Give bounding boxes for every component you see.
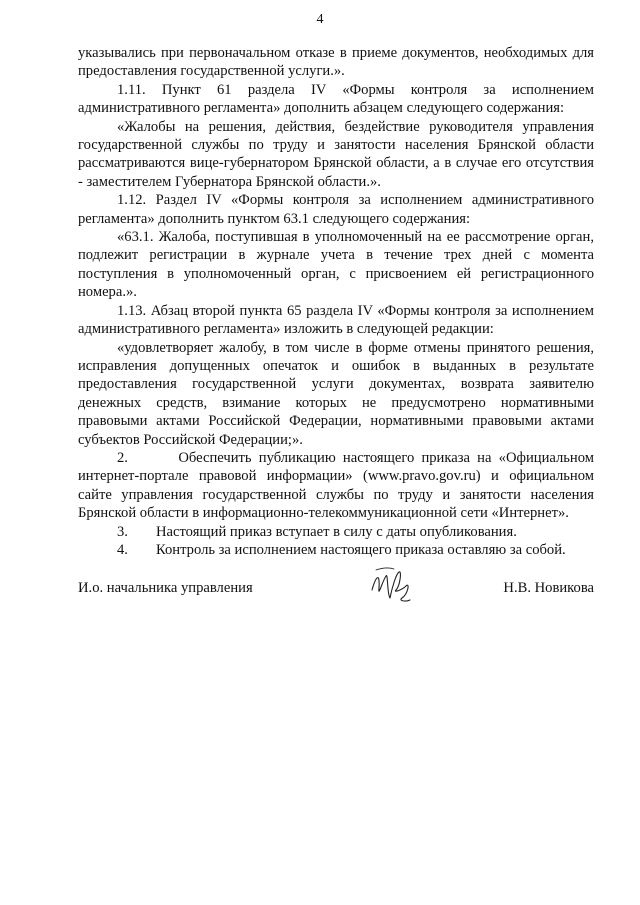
numbered-item-text: Настоящий приказ вступает в силу с даты опубликования. bbox=[156, 523, 517, 540]
document-body bbox=[78, 44, 594, 559]
paragraph-item-1-13: 1.13. Абзац второй пункта 65 раздела IV «Формы контроля за исполнением административного регламента» изложить в следующей редакции: bbox=[78, 302, 594, 338]
page-number: 4 bbox=[316, 12, 324, 27]
numbered-item-4 bbox=[78, 541, 594, 559]
numbered-item-number: 3. bbox=[117, 523, 128, 540]
numbered-item-number: 2. bbox=[117, 449, 128, 466]
numbered-item-number: 4. bbox=[117, 541, 128, 558]
numbered-item-text: Обеспечить публикацию настоящего приказа на «Официальном интернет-портале правовой информации» (www.pravo.gov.ru) и официальном сайте управления государственной службы по труду и занятости населения Брянской области в информационно-телекоммуникационной сети «Интернет». bbox=[78, 449, 594, 522]
numbered-item-2 bbox=[78, 449, 594, 523]
numbered-item-3 bbox=[78, 523, 594, 541]
signer-name: Н.В. Новикова bbox=[503, 580, 594, 596]
handwritten-signature-icon bbox=[366, 564, 416, 608]
paragraph-continuation: указывались при первоначальном отказе в приеме документов, необходимых для предоставления государственной услуги.». bbox=[78, 45, 594, 80]
numbered-item-text: Контроль за исполнением настоящего приказа оставляю за собой. bbox=[156, 541, 566, 558]
paragraph-quote-satisfies: «удовлетворяет жалобу, в том числе в форме отмены принятого решения, исправления допущенных опечаток и ошибок в выданных в результате предоставления государственной услуги документах, возврата заявителю денежных средств, взимание которых не предусмотрено нормативными правовыми актами Российской Федерации, нормативными правовыми актами субъектов Российской Федерации;». bbox=[78, 339, 594, 448]
signer-position: И.о. начальника управления bbox=[78, 580, 253, 596]
paragraph-item-1-11: 1.11. Пункт 61 раздела IV «Формы контроля за исполнением административного регламента» дополнить абзацем следующего содержания: bbox=[78, 81, 594, 117]
paragraph-item-1-12: 1.12. Раздел IV «Формы контроля за исполнением административного регламента» дополнить пунктом 63.1 следующего содержания: bbox=[78, 192, 594, 227]
paragraph-quote-complaints: «Жалобы на решения, действия, бездействие руководителя управления государственной службы по труду и занятости населения Брянской области рассматриваются вице-губернатором Брянской области, а в случае его отсутствия - заместителем Губернатора Брянской области.». bbox=[78, 118, 594, 190]
signature-block bbox=[78, 572, 594, 612]
paragraph-quote-63-1: «63.1. Жалоба, поступившая в уполномоченный на ее рассмотрение орган, подлежит регистрации в журнале учета в течение трех дней с момента поступления в уполномоченный орган, с присвоением ей регистрационного номера.». bbox=[78, 229, 594, 301]
